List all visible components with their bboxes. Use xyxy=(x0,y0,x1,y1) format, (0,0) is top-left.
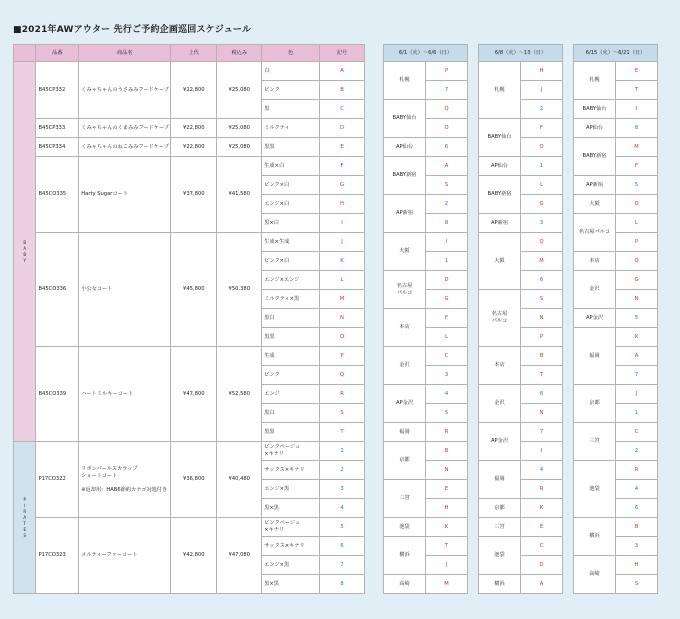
color-cell: 黒×黒 xyxy=(262,499,320,518)
symbol-cell: 5 xyxy=(426,404,468,423)
color-cell xyxy=(262,442,320,461)
symbol-cell: C xyxy=(426,347,468,366)
store-cell: AP金沢 xyxy=(479,423,521,461)
store-cell: 札幌 xyxy=(479,62,521,119)
symbol-cell: I xyxy=(521,442,563,461)
symbol-cell: G xyxy=(616,271,658,290)
product-tax: ¥41,580 xyxy=(217,157,262,233)
product-tax: ¥25,080 xyxy=(217,138,262,157)
color-line2: ×キナリ xyxy=(264,451,285,457)
store-line2: パルコ xyxy=(396,289,413,296)
symbol-cell: E xyxy=(616,62,658,81)
color-cell: 黒×白 xyxy=(262,214,320,233)
symbol-cell: H xyxy=(426,499,468,518)
product-price: ¥22,800 xyxy=(171,138,217,157)
store-cell: 名古屋パルコ xyxy=(574,214,616,252)
symbol-cell: A xyxy=(320,62,365,81)
color-cell: エンジ×黒 xyxy=(262,480,320,499)
symbol-cell: 8 xyxy=(616,119,658,138)
symbol-cell: L xyxy=(426,328,468,347)
color-cell: エンジ xyxy=(262,385,320,404)
product-name: メルティーファーコート xyxy=(79,518,171,594)
store-cell: AP仙台 xyxy=(479,157,521,176)
store-cell: AP金沢 xyxy=(574,309,616,328)
product-price: ¥22,800 xyxy=(171,119,217,138)
symbol-cell: F xyxy=(521,119,563,138)
symbol-cell: O xyxy=(426,119,468,138)
symbol-cell: F xyxy=(616,157,658,176)
product-code: P17CO323 xyxy=(36,518,79,594)
symbol-cell: 7 xyxy=(616,366,658,385)
store-cell: 金沢 xyxy=(479,385,521,423)
store-cell: BABY新宿 xyxy=(479,176,521,214)
store-cell: 札幌 xyxy=(384,62,426,100)
symbol-cell: M xyxy=(616,138,658,157)
product-tax: ¥25,080 xyxy=(217,62,262,119)
schedule-header: 6/8（火）～13（日） xyxy=(479,45,563,62)
color-cell: 黒白 xyxy=(262,309,320,328)
store-cell: 三宮 xyxy=(384,480,426,518)
header-code: 品番 xyxy=(36,45,79,62)
store-cell: 福岡 xyxy=(574,328,616,385)
product-tax: ¥52,580 xyxy=(217,347,262,442)
symbol-cell: 5 xyxy=(616,309,658,328)
symbol-cell: K xyxy=(616,328,658,347)
product-price: ¥36,800 xyxy=(171,442,217,518)
symbol-cell: 3 xyxy=(616,537,658,556)
store-cell: BABY仙台 xyxy=(574,100,616,119)
schedule-week-1 xyxy=(383,44,468,594)
symbol-cell: P xyxy=(426,62,468,81)
product-code: P17CO322 xyxy=(36,442,79,518)
product-price: ¥45,800 xyxy=(171,233,217,347)
store-cell: BABY新宿 xyxy=(574,138,616,176)
symbol-cell: G xyxy=(320,176,365,195)
product-price: ¥47,800 xyxy=(171,347,217,442)
symbol-cell: 7 xyxy=(426,81,468,100)
symbol-cell: 1 xyxy=(521,157,563,176)
product-table xyxy=(13,44,365,594)
symbol-cell: 5 xyxy=(616,176,658,195)
symbol-cell: S xyxy=(426,176,468,195)
symbol-cell: F xyxy=(426,309,468,328)
product-price: ¥37,800 xyxy=(171,157,217,233)
symbol-cell: K xyxy=(426,518,468,537)
symbol-cell: 5 xyxy=(320,518,365,537)
color-cell: 生成 xyxy=(262,347,320,366)
symbol-cell: 6 xyxy=(521,271,563,290)
schedule-week-3 xyxy=(573,44,658,594)
store-cell: 京都 xyxy=(574,385,616,423)
product-name: くみゃちゃんのくまみみフードケープ xyxy=(79,119,171,138)
symbol-cell: R xyxy=(426,423,468,442)
symbol-cell: E xyxy=(521,518,563,537)
store-cell: 京都 xyxy=(479,499,521,518)
symbol-cell: C xyxy=(616,423,658,442)
color-cell: ミルクティ xyxy=(262,119,320,138)
store-cell: 池袋 xyxy=(384,518,426,537)
header-blank xyxy=(14,45,36,62)
product-code: B45CP333 xyxy=(36,119,79,138)
symbol-cell: 8 xyxy=(426,214,468,233)
color-cell xyxy=(262,518,320,537)
symbol-cell: D xyxy=(521,556,563,575)
color-cell: ピンク×白 xyxy=(262,252,320,271)
store-cell xyxy=(384,271,426,309)
color-cell: ミルクティ×黒 xyxy=(262,290,320,309)
store-cell: 横浜 xyxy=(479,575,521,594)
symbol-cell: 2 xyxy=(320,461,365,480)
symbol-cell: H xyxy=(521,62,563,81)
symbol-cell: P xyxy=(616,233,658,252)
product-name: ハートミルキーコート xyxy=(79,347,171,442)
store-cell: 池袋 xyxy=(574,461,616,518)
symbol-cell: T xyxy=(616,81,658,100)
symbol-cell: A xyxy=(616,347,658,366)
symbol-cell: E xyxy=(426,480,468,499)
product-note: ※返却用：HAB6節約カテゴ対処付き xyxy=(81,486,168,493)
header-color: 色 xyxy=(262,45,320,62)
color-cell: エンジ×白 xyxy=(262,195,320,214)
color-cell: 生成×生成 xyxy=(262,233,320,252)
symbol-cell: S xyxy=(521,290,563,309)
symbol-cell: C xyxy=(320,100,365,119)
symbol-cell: 2 xyxy=(426,195,468,214)
symbol-cell: R xyxy=(320,385,365,404)
product-code: B45CO339 xyxy=(36,347,79,442)
symbol-cell: L xyxy=(616,214,658,233)
symbol-cell: Q xyxy=(616,252,658,271)
color-cell: 黒 xyxy=(262,100,320,119)
color-line1: ピンクベージュ xyxy=(264,520,301,526)
schedule-week-2 xyxy=(478,44,563,594)
symbol-cell: Q xyxy=(521,233,563,252)
symbol-cell: N xyxy=(521,404,563,423)
color-cell: エンジ×エンジ xyxy=(262,271,320,290)
symbol-cell: S xyxy=(616,575,658,594)
symbol-cell: J xyxy=(521,81,563,100)
symbol-cell: N xyxy=(521,309,563,328)
schedule-header: 6/1（火）～6/6（日） xyxy=(384,45,468,62)
symbol-cell: I xyxy=(426,233,468,252)
symbol-cell: N xyxy=(320,309,365,328)
product-tax: ¥40,480 xyxy=(217,442,262,518)
symbol-cell: J xyxy=(426,556,468,575)
symbol-cell: F xyxy=(320,157,365,176)
store-cell xyxy=(479,290,521,347)
store-cell: AP新宿 xyxy=(479,214,521,233)
store-cell: AP新宿 xyxy=(574,176,616,195)
store-cell: 高崎 xyxy=(574,556,616,594)
schedule-header: 6/15（火）～6/21（日） xyxy=(574,45,658,62)
store-cell: 本店 xyxy=(479,347,521,385)
header-sym: 記号 xyxy=(320,45,365,62)
store-line1: 名古屋 xyxy=(396,282,413,289)
symbol-cell: T xyxy=(320,423,365,442)
symbol-cell: E xyxy=(320,138,365,157)
symbol-cell: O xyxy=(521,138,563,157)
color-cell: 白 xyxy=(262,62,320,81)
symbol-cell: J xyxy=(616,385,658,404)
symbol-cell: Q xyxy=(426,100,468,119)
store-cell: AP新宿 xyxy=(384,195,426,233)
product-code: B45CP332 xyxy=(36,62,79,119)
store-cell: 金沢 xyxy=(384,347,426,385)
product-name: 小公女コート xyxy=(79,233,171,347)
color-cell: 黒黒 xyxy=(262,138,320,157)
symbol-cell: 2 xyxy=(521,100,563,119)
symbol-cell: Q xyxy=(320,366,365,385)
product-name xyxy=(79,442,171,518)
symbol-cell: 7 xyxy=(521,423,563,442)
symbol-cell: M xyxy=(521,252,563,271)
symbol-cell: O xyxy=(320,328,365,347)
product-name-line2: ショートコート xyxy=(81,472,118,479)
store-cell: BABY新宿 xyxy=(384,157,426,195)
symbol-cell: 6 xyxy=(426,138,468,157)
symbol-cell: P xyxy=(521,328,563,347)
color-cell: サックス×キナリ xyxy=(262,461,320,480)
color-cell: エンジ×黒 xyxy=(262,556,320,575)
product-code: B45CO335 xyxy=(36,157,79,233)
store-cell: 福岡 xyxy=(384,423,426,442)
symbol-cell: B xyxy=(320,81,365,100)
symbol-cell: T xyxy=(521,366,563,385)
color-line2: ×キナリ xyxy=(264,527,285,533)
store-line1: 名古屋 xyxy=(491,311,508,317)
symbol-cell: A xyxy=(521,575,563,594)
store-cell: 京都 xyxy=(384,442,426,480)
color-cell: 黒×黒 xyxy=(262,575,320,594)
symbol-cell: D xyxy=(426,271,468,290)
color-cell: 生成×白 xyxy=(262,157,320,176)
product-tax: ¥47,080 xyxy=(217,518,262,594)
symbol-cell: 3 xyxy=(426,366,468,385)
store-cell: 横浜 xyxy=(384,537,426,575)
store-cell: 本店 xyxy=(574,252,616,271)
symbol-cell: 4 xyxy=(426,385,468,404)
store-cell: 大阪 xyxy=(574,195,616,214)
page-title: ■2021年AWアウター 先行ご予約企画巡回スケジュール xyxy=(13,25,252,35)
symbol-cell: D xyxy=(320,119,365,138)
symbol-cell: 4 xyxy=(521,461,563,480)
symbol-cell: 4 xyxy=(320,499,365,518)
store-cell: BABY仙台 xyxy=(384,100,426,138)
store-cell: 三宮 xyxy=(574,423,616,461)
product-tax: ¥50,380 xyxy=(217,233,262,347)
symbol-cell: J xyxy=(320,233,365,252)
symbol-cell: O xyxy=(616,195,658,214)
symbol-cell: I xyxy=(616,100,658,119)
symbol-cell: L xyxy=(521,176,563,195)
symbol-cell: S xyxy=(320,404,365,423)
store-line2: パルコ xyxy=(491,318,508,324)
symbol-cell: M xyxy=(320,290,365,309)
symbol-cell: H xyxy=(320,195,365,214)
store-cell: 大阪 xyxy=(479,233,521,290)
category-baby: BABY xyxy=(14,62,36,442)
color-cell: ピンク×白 xyxy=(262,176,320,195)
symbol-cell: 7 xyxy=(320,556,365,575)
store-cell: BABY仙台 xyxy=(479,119,521,157)
product-price: ¥42,800 xyxy=(171,518,217,594)
color-line1: ピンクベージュ xyxy=(264,444,301,450)
header-name: 商品名 xyxy=(79,45,171,62)
symbol-cell: 8 xyxy=(320,575,365,594)
color-cell: ピンク xyxy=(262,81,320,100)
store-cell: 三宮 xyxy=(479,518,521,537)
symbol-cell: 2 xyxy=(616,442,658,461)
symbol-cell: A xyxy=(426,157,468,176)
symbol-cell: R xyxy=(616,461,658,480)
color-cell: 黒黒 xyxy=(262,328,320,347)
symbol-cell: B xyxy=(521,347,563,366)
symbol-cell: K xyxy=(320,252,365,271)
symbol-cell: P xyxy=(320,347,365,366)
symbol-cell: 1 xyxy=(320,442,365,461)
product-code: B45CO336 xyxy=(36,233,79,347)
symbol-cell: 3 xyxy=(320,480,365,499)
symbol-cell: L xyxy=(320,271,365,290)
product-name: Harty Sugarコート xyxy=(79,157,171,233)
symbol-cell: 1 xyxy=(426,252,468,271)
color-cell: サックス×キナリ xyxy=(262,537,320,556)
color-cell: ピンク xyxy=(262,366,320,385)
product-name: くみゃちゃんのねこみみフードケープ xyxy=(79,138,171,157)
symbol-cell: R xyxy=(521,480,563,499)
product-name-line1: リボンパールスカラップ xyxy=(81,465,138,472)
symbol-cell: 6 xyxy=(616,499,658,518)
symbol-cell: H xyxy=(616,556,658,575)
store-cell: AP仙台 xyxy=(574,119,616,138)
color-cell: 黒黒 xyxy=(262,423,320,442)
category-pirates: PIRATES xyxy=(14,442,36,594)
product-code: B45CP334 xyxy=(36,138,79,157)
symbol-cell: I xyxy=(320,214,365,233)
symbol-cell: C xyxy=(521,537,563,556)
header-price: 上代 xyxy=(171,45,217,62)
symbol-cell: 6 xyxy=(320,537,365,556)
store-cell: 高崎 xyxy=(384,575,426,594)
store-cell: AP仙台 xyxy=(384,138,426,157)
symbol-cell: 6 xyxy=(521,385,563,404)
product-name: くみゃちゃんのうさみみフードケープ xyxy=(79,62,171,119)
symbol-cell: T xyxy=(426,537,468,556)
symbol-cell: B xyxy=(616,518,658,537)
color-cell: 黒白 xyxy=(262,404,320,423)
store-cell: 横浜 xyxy=(574,518,616,556)
store-cell: 福岡 xyxy=(479,461,521,499)
symbol-cell: B xyxy=(426,442,468,461)
store-cell: 大阪 xyxy=(384,233,426,271)
store-cell: 札幌 xyxy=(574,62,616,100)
symbol-cell: 3 xyxy=(521,214,563,233)
symbol-cell: G xyxy=(426,290,468,309)
store-cell: 池袋 xyxy=(479,537,521,575)
product-tax: ¥25,080 xyxy=(217,119,262,138)
symbol-cell: M xyxy=(426,575,468,594)
symbol-cell: K xyxy=(521,499,563,518)
store-cell: AP金沢 xyxy=(384,385,426,423)
symbol-cell: N xyxy=(616,290,658,309)
product-price: ¥22,800 xyxy=(171,62,217,119)
symbol-cell: G xyxy=(521,195,563,214)
symbol-cell: 4 xyxy=(616,480,658,499)
symbol-cell: 1 xyxy=(616,404,658,423)
header-tax: 税込み xyxy=(217,45,262,62)
store-cell: 本店 xyxy=(384,309,426,347)
store-cell: 金沢 xyxy=(574,271,616,309)
symbol-cell: N xyxy=(426,461,468,480)
